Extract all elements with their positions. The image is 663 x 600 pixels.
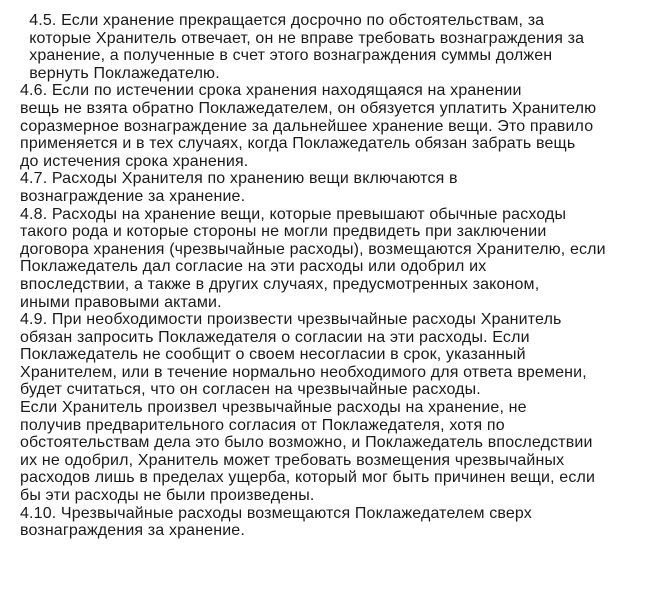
text-line: обстоятельствам дела это было возможно, и Поклажедатель впоследствии [20, 434, 593, 452]
text-line: соразмерное вознаграждение за дальнейшее хранение вещи. Это правило [20, 117, 594, 135]
text-line: 4.7. Расходы Хранителя по хранению вещи включаются в [20, 170, 458, 188]
paragraph-4-9 [20, 311, 650, 505]
document-page [20, 12, 650, 540]
paragraph-4-7 [20, 170, 650, 205]
text-line: будет считаться, что он согласен на чрезвычайные расходы. [20, 381, 481, 399]
text-line: такого рода и которые стороны не могли предвидеть при заключении [20, 223, 547, 241]
text-line: 4.8. Расходы на хранение вещи, которые превышают обычные расходы [20, 205, 567, 223]
text-line: хранение, а полученные в счет этого вознаграждения суммы должен [20, 47, 553, 65]
text-line: Хранителем, или в течение нормально необходимого для ответа времени, [20, 363, 587, 381]
text-line: применяется и в тех случаях, когда Поклажедатель обязан забрать вещь [20, 135, 576, 153]
text-line: договора хранения (чрезвычайные расходы), возмещаются Хранителю, если [20, 240, 606, 258]
text-line: 4.5. Если хранение прекращается досрочно по обстоятельствам, за [20, 12, 545, 29]
text-line: получив предварительного согласия от Поклажедателя, хотя по [20, 416, 505, 434]
paragraph-4-5 [20, 12, 650, 82]
text-line: Если Хранитель произвел чрезвычайные расходы на хранение, не [20, 399, 527, 417]
text-line: впоследствии, а также в других случаях, предусмотренных законом, [20, 275, 540, 293]
text-line: 4.9. При необходимости произвести чрезвычайные расходы Хранитель [20, 311, 562, 329]
text-line: иными правовыми актами. [20, 293, 222, 311]
text-line: их не одобрил, Хранитель может требовать возмещения чрезвычайных [20, 451, 565, 469]
text-line: бы эти расходы не были произведены. [20, 487, 315, 505]
text-line: Поклажедатель дал согласие на эти расходы или одобрил их [20, 258, 487, 276]
paragraph-4-6 [20, 82, 650, 170]
text-line: вознаграждения за хранение. [20, 522, 245, 540]
text-line: которые Хранитель отвечает, он не вправе требовать вознаграждения за [20, 29, 585, 47]
text-line: до истечения срока хранения. [20, 152, 249, 170]
text-line: вернуть Поклажедателю. [20, 64, 220, 82]
text-line: вознаграждение за хранение. [20, 187, 246, 205]
text-line: вещь не взята обратно Поклажедателем, он обязуется уплатить Хранителю [20, 99, 597, 117]
text-line: Поклажедатель не сообщит о своем несогласии в срок, указанный [20, 346, 526, 364]
paragraph-4-10 [20, 505, 650, 540]
text-line: 4.10. Чрезвычайные расходы возмещаются Поклажедателем сверх [20, 504, 532, 522]
text-line: расходов лишь в пределах ущерба, который мог быть причинен вещи, если [20, 469, 596, 487]
paragraph-4-8 [20, 206, 650, 312]
text-line: обязан запросить Поклажедателя о согласии на эти расходы. Если [20, 328, 530, 346]
text-line: 4.6. Если по истечении срока хранения находящаяся на хранении [20, 82, 522, 100]
